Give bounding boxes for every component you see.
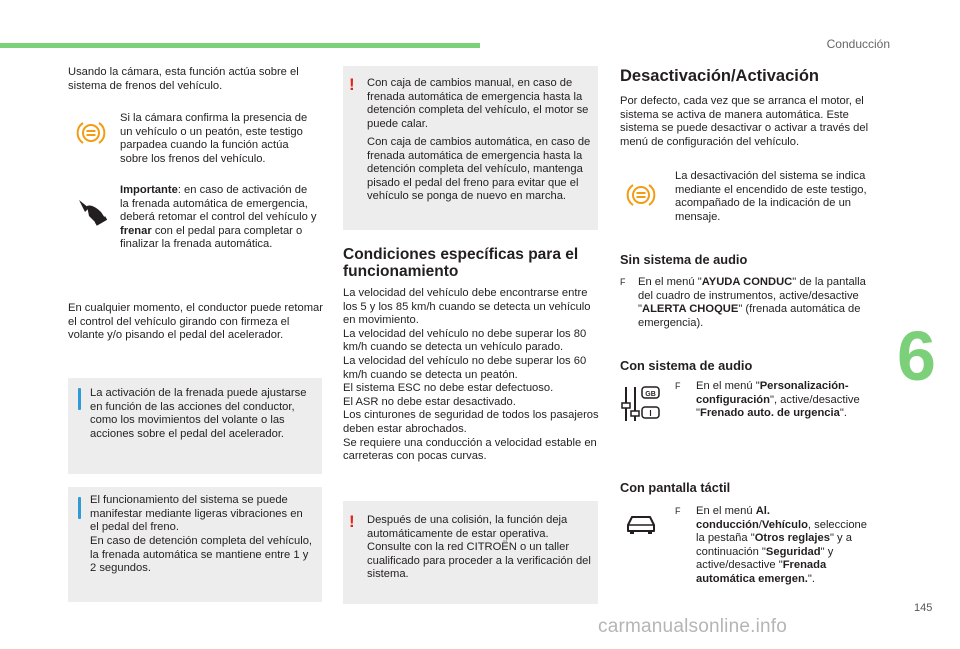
page-number: 145 (914, 602, 933, 614)
exclamation-icon: ! (349, 512, 355, 531)
audio-settings-icon (620, 383, 662, 425)
condition-item: La velocidad del vehículo no debe superar los 60 km/h cuando se detecta un peatón. (343, 354, 587, 381)
important-paragraph: Importante: en caso de activación de la frenada automática de emergencia, deberá retomar el control del vehículo y frenar con el pedal para completar o finalizar la frenada automática. (120, 184, 317, 251)
no-audio-heading: Sin sistema de audio (620, 252, 748, 267)
conditions-heading: Condiciones específicas para el funcionamiento (343, 246, 579, 280)
warning-lamp-icon (74, 118, 108, 148)
condition-item: Los cinturones de seguridad de todos los pasajeros deben estar abrochados. (343, 409, 599, 435)
warning-box-2: ! Después de una colisión, la función deja automáticamente de estar operativa. Consulte con la red CITROËN o un taller cualificado para proceder a la verificación del sistema. (343, 501, 598, 604)
deactivation-heading: Desactivación/Activación (620, 67, 819, 85)
warning-box-1: ! Con caja de cambios manual, en caso de frenada automática de emergencia hasta la detención completa del vehículo, el motor se puede calar. Con caja de cambios automática, en caso de frenada automática de emergencia hasta la detención completa del vehículo, mantenga pisado el pedal del freno para evitar que el vehículo se ponga de nuevo en marcha. (343, 66, 598, 230)
deactivation-intro: Por defecto, cada vez que se arranca el motor, el sistema se activa de manera automática. Este sistema se puede desactivar o activar a través del menú de configuración del vehículo. (620, 95, 869, 148)
svg-text:GB: GB (645, 391, 656, 398)
camera-paragraph: Si la cámara confirma la presencia de un vehículo o un peatón, este testigo parpadea cuando la función actúa sobre los frenos del vehículo. (120, 112, 308, 165)
car-icon (624, 510, 658, 538)
condition-item: La velocidad del vehículo debe encontrarse entre los 5 y los 85 km/h cuando se detecta un vehículo en movimiento. (343, 287, 591, 327)
audio-item: F En el menú "Personalización-configuración", active/desactive "Frenado auto. de urgencia". (675, 380, 860, 420)
condition-item: El sistema ESC no debe estar defectuoso. (343, 382, 554, 395)
anytime-paragraph: En cualquier momento, el conductor puede retomar el control del vehículo girando con firmeza el volante y/o pisando el pedal del acelerador. (68, 302, 323, 342)
condition-item: La velocidad del vehículo no debe superar los 80 km/h cuando se detecta un vehículo parado. (343, 327, 587, 354)
note-box-2: El funcionamiento del sistema se puede manifestar mediante ligeras vibraciones en el pedal del freno. En caso de detención completa del vehículo, la frenada automática se mantiene entre 1 y 2 segundos. (68, 487, 322, 602)
chapter-number: 6 (897, 317, 936, 395)
touch-heading: Con pantalla táctil (620, 480, 731, 495)
hand-on-pedal-icon (74, 192, 110, 228)
col1-intro: Usando la cámara, esta función actúa sobre el sistema de frenos del vehículo. (68, 66, 299, 92)
info-bar-icon (78, 497, 81, 519)
section-title: Conducción (826, 37, 890, 51)
conditions-list (343, 287, 600, 464)
condition-item: El ASR no debe estar desactivado. (343, 395, 516, 408)
deactivation-lamp-text: La desactivación del sistema se indica mediante el encendido de este testigo, acompañado de la indicación de un mensaje. (675, 170, 867, 223)
svg-text:I: I (649, 409, 652, 418)
condition-item: Se requiere una conducción a velocidad estable en carreteras con pocas curvas. (343, 436, 597, 463)
no-audio-item: F En el menú "AYUDA CONDUC" de la pantalla del cuadro de instrumentos, active/desactive "ALERTA CHOQUE" (frenada automática de emergencia). (620, 276, 866, 329)
exclamation-icon: ! (349, 75, 355, 94)
touch-item: F En el menú Al. conducción/Vehículo, seleccione la pestaña "Otros reglajes" y a continuación "Seguridad" y active/desactive "Frenada automática emergen.". (675, 505, 867, 585)
audio-heading: Con sistema de audio (620, 358, 753, 373)
watermark: carmanualsonline.info (598, 616, 788, 637)
warning-lamp-icon (624, 180, 658, 210)
header-accent-bar (0, 43, 480, 48)
info-bar-icon (78, 388, 81, 410)
note-box-1: La activación de la frenada puede ajustarse en función de las acciones del conductor, como los movimientos del volante o las acciones sobre el pedal del acelerador. (68, 378, 322, 474)
